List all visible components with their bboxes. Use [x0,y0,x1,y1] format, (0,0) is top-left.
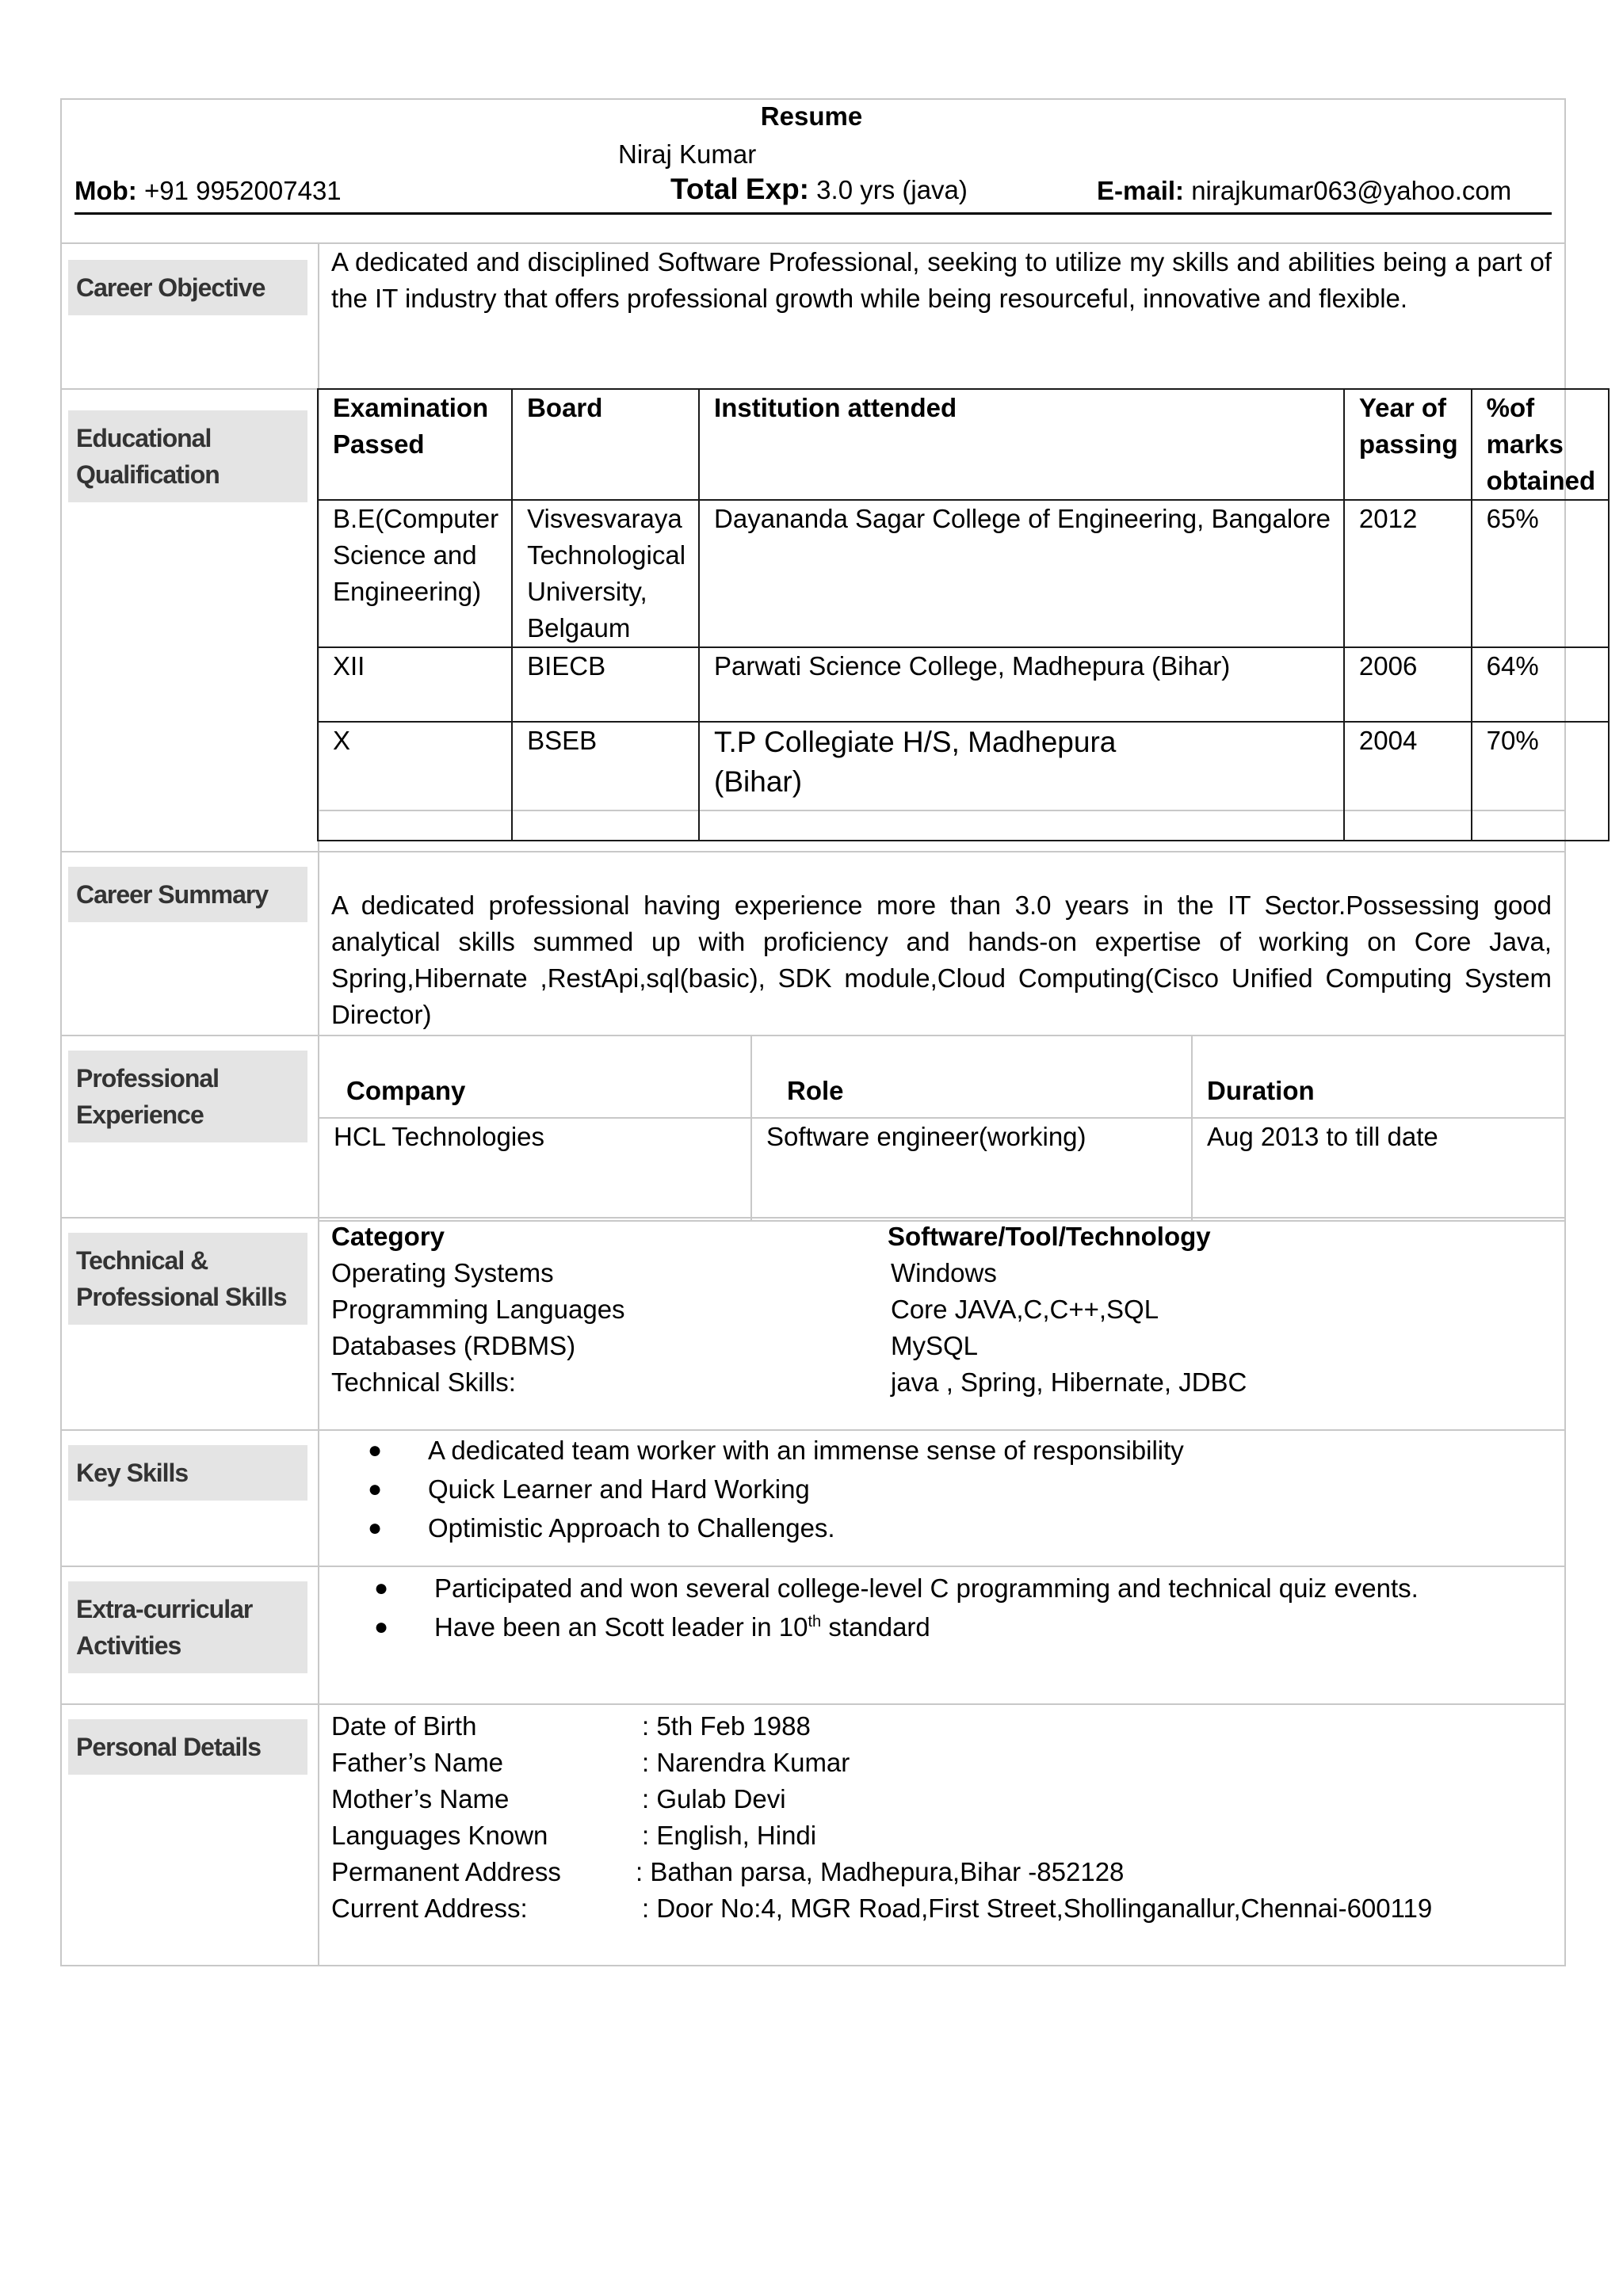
table-header-row [318,389,1609,500]
personal-value: : Door No:4, MGR Road,First Street,Shollinganallur,Chennai-600119 [642,1894,1433,1923]
header-marks: %of marks obtained [1472,389,1610,500]
career-objective-text: A dedicated and disciplined Software Professional, seeking to utilize my skills and abilities being a part of the IT industry that offers professional growth while being resourceful, innovative and flexible. [331,247,1552,313]
header-year: Year of passing [1344,389,1472,500]
list-item [374,1608,1419,1646]
divider [60,1703,1566,1705]
header-board: Board [512,389,699,500]
key-skill-text: Quick Learner and Hard Working [428,1474,810,1504]
cell-board: BIECB [512,647,699,722]
divider [60,851,1566,852]
email [1097,176,1511,206]
skills-label-line1: Technical & [76,1246,208,1275]
ordinal-suffix: th [808,1613,822,1630]
table-row [318,500,1609,647]
personal-row [331,1817,817,1854]
extra-label [68,1581,307,1673]
divider [60,1566,1566,1567]
table-row [318,647,1609,722]
cell-year: 2012 [1344,500,1472,647]
list-item [368,1431,1184,1470]
table-row [319,1118,1565,1221]
header-duration: Duration [1192,1035,1565,1118]
personal-label: Personal Details [68,1719,307,1775]
skills-header-category: Category [331,1222,445,1251]
personal-value: : Narendra Kumar [642,1748,850,1777]
bullet-icon: ● [368,1515,383,1541]
cell-institution: Dayananda Sagar College of Engineering, Bangalore [699,500,1344,647]
skills-category: Technical Skills: [331,1367,516,1397]
personal-value: : 5th Feb 1988 [642,1711,811,1741]
bullet-icon: ● [374,1575,389,1601]
key-skills-label: Key Skills [68,1445,307,1501]
education-label-line2: Qualification [76,460,220,489]
experience-label [68,1051,307,1142]
header-rule [74,212,1552,215]
skills-tech: Windows [891,1258,997,1287]
personal-row [331,1854,1125,1890]
extra-label-line1: Extra-curricular [76,1595,253,1623]
candidate-name: Niraj Kumar [618,139,757,169]
mobile-label: Mob: [74,176,137,205]
personal-key: Languages Known [331,1821,548,1850]
mobile [74,176,342,206]
personal-value: : Gulab Devi [642,1784,786,1814]
bullet-icon: ● [368,1437,383,1463]
personal-row [331,1781,786,1817]
extra-text: Participated and won several college-level C programming and technical quiz events. [434,1573,1419,1603]
email-value: nirajkumar063@yahoo.com [1191,176,1512,205]
personal-key: Mother’s Name [331,1784,510,1814]
skills-tech: MySQL [891,1331,979,1360]
education-table [317,388,1610,841]
cell-exam: B.E(Computer Science and Engineering) [318,500,512,647]
cell-duration: Aug 2013 to till date [1192,1118,1565,1221]
career-summary-text: A dedicated professional having experience more than 3.0 years in the IT Sector.Possessing good analytical skills summed up with proficiency and hands-on expertise of working on Core Java, Spring,Hibernate ,RestApi,sql(basic), SDK module,Cloud Computing(Cisco Unified Computing System Director) [331,891,1552,1029]
mobile-value: +91 9952007431 [143,176,342,205]
exp-label-total: Total [670,173,739,205]
list-item [368,1470,1184,1508]
header-role: Role [751,1035,1192,1118]
table-header-row [319,1035,1565,1118]
personal-value: : Bathan parsa, Madhepura,Bihar -852128 [636,1857,1125,1886]
cell-board: BSEB [512,722,699,841]
exp-value: 3.0 yrs (java) [816,175,968,204]
skills-category: Databases (RDBMS) [331,1331,576,1360]
key-skill-text: A dedicated team worker with an immense sense of responsibility [428,1436,1184,1465]
personal-value: : English, Hindi [642,1821,817,1850]
header-company: Company [319,1035,751,1118]
skills-header-tech: Software/Tool/Technology [888,1222,1211,1251]
cell-board: Visvesvaraya Technological University, Belgaum [512,500,699,647]
cell-marks: 65% [1472,500,1610,647]
skills-label-line2: Professional Skills [76,1283,287,1311]
skills-category: Programming Languages [331,1295,625,1324]
education-label [68,410,307,502]
cell-institution: Parwati Science College, Madhepura (Bihar) [699,647,1344,722]
key-skills-list [368,1431,1184,1547]
career-summary-label: Career Summary [68,867,307,922]
cell-role: Software engineer(working) [751,1118,1192,1221]
cell-institution: T.P Collegiate H/S, Madhepura (Bihar) [699,722,1344,841]
skills-label [68,1233,307,1325]
header-institution: Institution attended [699,389,1344,500]
extra-text-a: Have been an Scott leader in 10 [434,1612,808,1642]
key-skill-text: Optimistic Approach to Challenges. [428,1513,835,1543]
bullet-icon: ● [368,1476,383,1502]
personal-key: Father’s Name [331,1748,504,1777]
personal-row [331,1708,811,1745]
personal-key: Current Address: [331,1894,528,1923]
personal-row [331,1745,850,1781]
bullet-icon: ● [374,1614,389,1640]
extra-list [374,1569,1419,1646]
education-label-line1: Educational [76,424,212,452]
header-examination: Examination Passed [318,389,512,500]
skills-category: Operating Systems [331,1258,554,1287]
cell-company: HCL Technologies [319,1118,751,1221]
table-row [318,722,1609,841]
email-label: E-mail: [1097,176,1185,205]
cell-exam: X [318,722,512,841]
experience-label-line1: Professional [76,1064,220,1093]
exp-label-exp: Exp: [745,173,809,205]
experience-table [318,1035,1566,1222]
cell-year: 2006 [1344,647,1472,722]
career-objective-label: Career Objective [68,260,307,315]
list-item [368,1508,1184,1547]
personal-row [331,1890,1433,1927]
extra-text-b: standard [821,1612,930,1642]
cell-year: 2004 [1344,722,1472,841]
cell-marks: 64% [1472,647,1610,722]
experience-label-line2: Experience [76,1100,204,1129]
personal-key: Date of Birth [331,1711,477,1741]
personal-key: Permanent Address [331,1857,561,1886]
extra-label-line2: Activities [76,1631,181,1660]
skills-tech: Core JAVA,C,C++,SQL [891,1295,1159,1324]
total-experience [670,173,968,206]
list-item [374,1569,1419,1608]
cell-marks: 70% [1472,722,1610,841]
cell-exam: XII [318,647,512,722]
skills-tech: java , Spring, Hibernate, JDBC [891,1367,1247,1397]
page-title: Resume [760,101,863,131]
